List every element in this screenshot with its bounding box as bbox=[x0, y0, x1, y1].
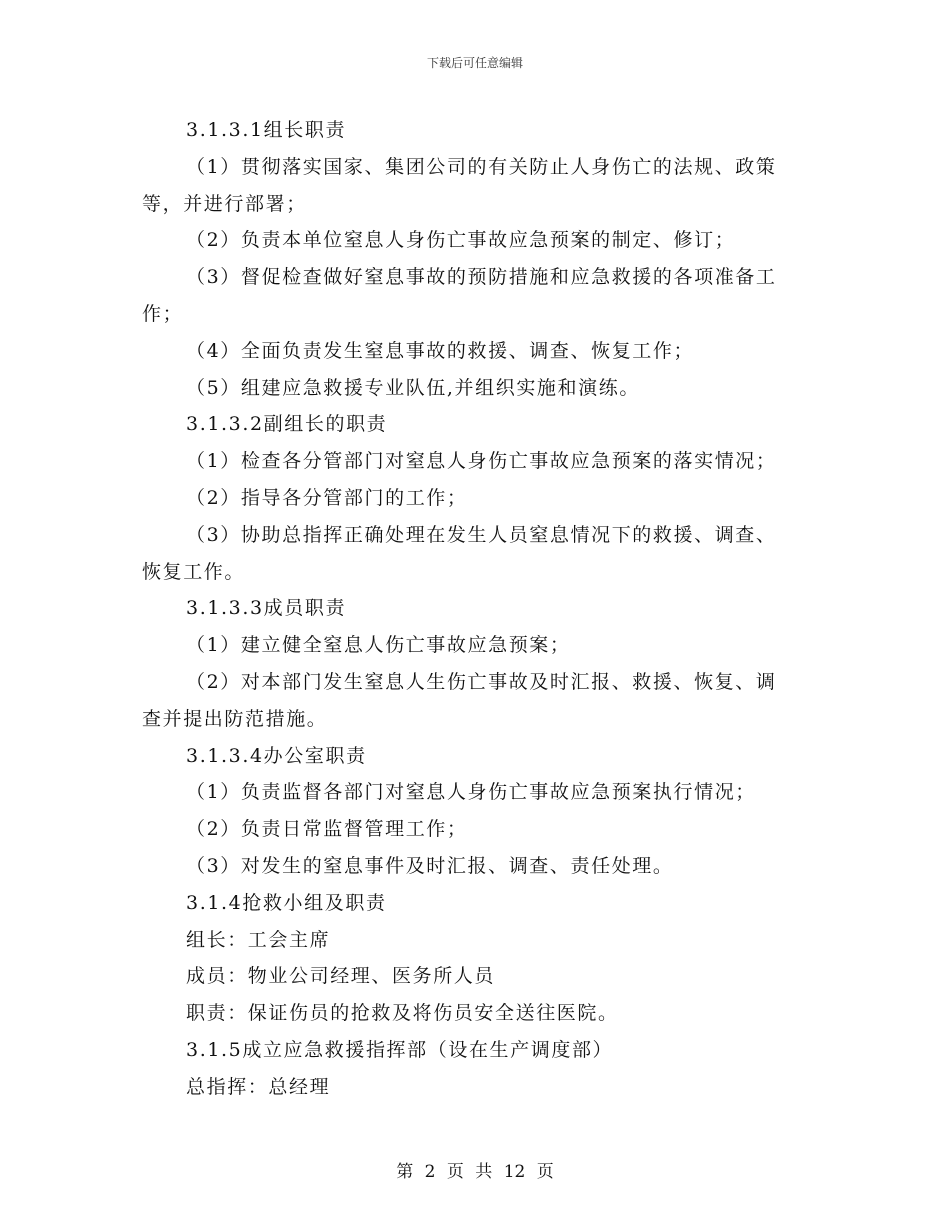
text-line: （2）指导各分管部门的工作； bbox=[186, 486, 468, 509]
document-body bbox=[142, 112, 807, 1106]
text-line: 3.1.3.1组长职责 bbox=[186, 119, 347, 141]
text-line: （2）负责本单位窒息人身伤亡事故应急预案的制定、修订； bbox=[186, 229, 736, 252]
text-line: （1）贯彻落实国家、集团公司的有关防止人身伤亡的法规、政策 bbox=[186, 155, 777, 178]
text-line: （3）协助总指挥正确处理在发生人员窒息情况下的救援、调查、 bbox=[186, 523, 777, 546]
text-line: （1）负责监督各部门对窒息人身伤亡事故应急预案执行情况； bbox=[186, 781, 756, 804]
text-line: 总指挥：总经理 bbox=[186, 1075, 331, 1098]
text-line: 等，并进行部署； bbox=[142, 192, 307, 215]
text-line: 3.1.5成立应急救援指挥部（设在生产调度部） bbox=[186, 1038, 614, 1061]
text-line: （3）督促检查做好窒息事故的预防措施和应急救援的各项准备工 bbox=[186, 266, 777, 289]
text-line: 查并提出防范措施。 bbox=[142, 707, 328, 730]
text-line: （2）对本部门发生窒息人生伤亡事故及时汇报、救援、恢复、调 bbox=[186, 670, 777, 693]
text-line: 3.1.3.2副组长的职责 bbox=[186, 413, 388, 436]
text-line: 职责：保证伤员的抢救及将伤员安全送往医院。 bbox=[186, 1002, 619, 1025]
text-line: 成员：物业公司经理、医务所人员 bbox=[186, 965, 496, 988]
text-line: （2）负责日常监督管理工作； bbox=[186, 818, 468, 841]
text-line: （1）建立健全窒息人伤亡事故应急预案； bbox=[186, 634, 571, 657]
page-footer-number: 第 2 页 共 12 页 bbox=[396, 1162, 554, 1182]
text-line: 恢复工作。 bbox=[142, 560, 246, 583]
text-line: （3）对发生的窒息事件及时汇报、调查、责任处理。 bbox=[186, 854, 674, 877]
page-header-note: 下载后可任意编辑 bbox=[426, 56, 523, 70]
text-line: 3.1.3.3成员职责 bbox=[186, 597, 347, 620]
text-line: 作； bbox=[142, 302, 184, 325]
text-line: 3.1.4抢救小组及职责 bbox=[186, 891, 387, 914]
text-line: （4）全面负责发生窒息事故的救援、调查、恢复工作； bbox=[186, 339, 695, 362]
text-line: （5）组建应急救援专业队伍,并组织实施和演练。 bbox=[186, 376, 640, 399]
text-line: （1）检查各分管部门对窒息人身伤亡事故应急预案的落实情况； bbox=[186, 450, 777, 473]
text-line: 组长：工会主席 bbox=[186, 928, 331, 951]
text-line: 3.1.3.4办公室职责 bbox=[186, 744, 367, 767]
